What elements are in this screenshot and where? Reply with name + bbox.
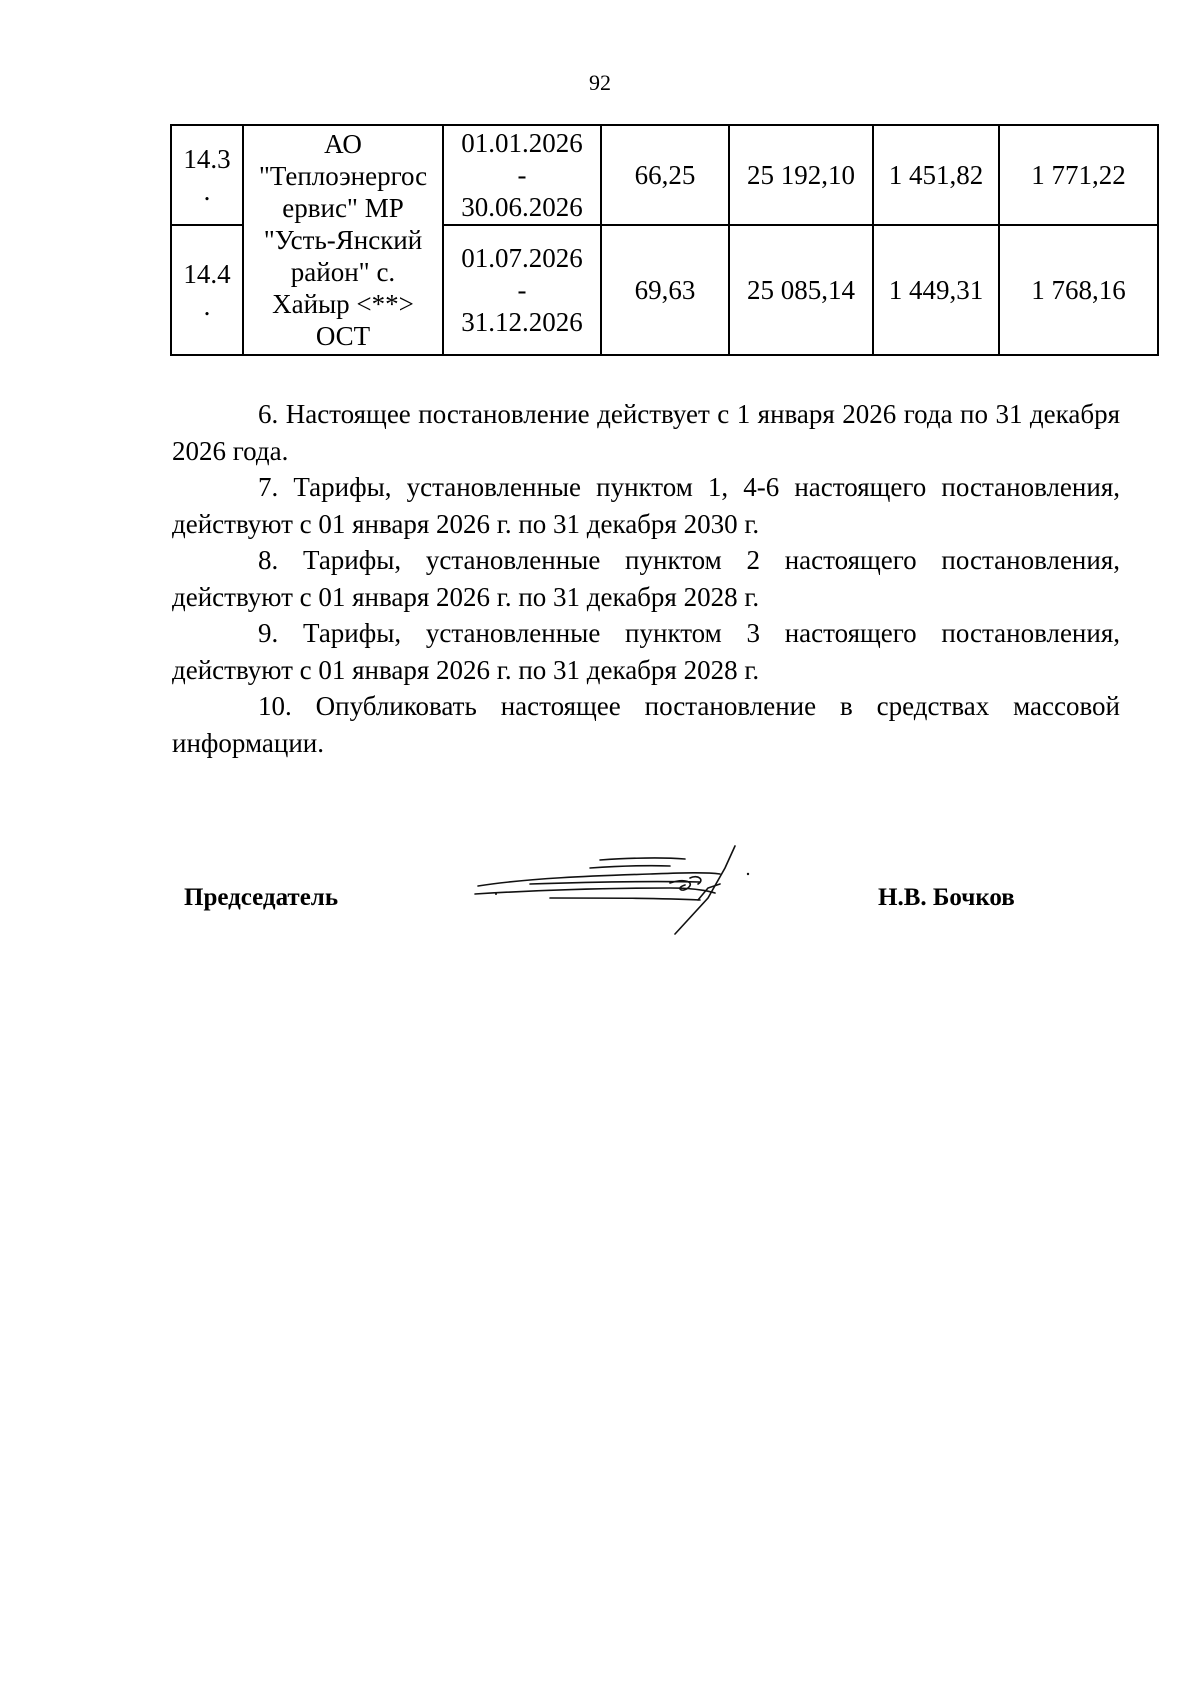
value-cell: 25 085,14 [729, 225, 873, 355]
row-number-cell [171, 225, 243, 355]
row-number-dot: . [203, 291, 211, 321]
value-cell: 25 192,10 [729, 125, 873, 225]
paragraph: 6. Настоящее постановление действует с 1 января 2026 года по 31 декабря 2026 года. [172, 399, 1120, 466]
organization-line: АО [324, 129, 362, 159]
organization-line: "Теплоэнергос [258, 161, 428, 191]
paragraph: 8. Тарифы, установленные пунктом 2 настоящего постановления, действуют с 01 января 2026 г. по 31 декабря 2028 г. [172, 545, 1120, 612]
period-dash: - [517, 160, 527, 190]
organization-line: ОСТ [315, 321, 371, 351]
period-cell [443, 125, 601, 225]
row-number: 14.4 [183, 259, 231, 289]
table-row [171, 125, 1158, 225]
organization-cell [243, 125, 443, 355]
organization-line: ервис" МР [282, 193, 404, 223]
period-end: 31.12.2026 [461, 307, 583, 337]
paragraph: 9. Тарифы, установленные пунктом 3 настоящего постановления, действуют с 01 января 2026 г. по 31 декабря 2028 г. [172, 618, 1120, 685]
value-cell: 1 451,82 [873, 125, 999, 225]
value-cell: 66,25 [601, 125, 729, 225]
period-end: 30.06.2026 [461, 192, 583, 222]
organization-line: район" с. [290, 257, 396, 287]
signatory-name: Н.В. Бочков [878, 884, 1015, 911]
row-number-cell [171, 125, 243, 225]
value-cell: 69,63 [601, 225, 729, 355]
handwritten-signature [470, 838, 780, 938]
value-cell: 1 449,31 [873, 225, 999, 355]
paragraph: 10. Опубликовать настоящее постановление в средствах массовой информации. [172, 691, 1120, 758]
row-number: 14.3 [183, 144, 231, 174]
period-cell [443, 225, 601, 355]
tariff-table [170, 124, 1159, 356]
value-cell: 1 771,22 [999, 125, 1158, 225]
period-start: 01.01.2026 [461, 128, 583, 158]
period-dash: - [517, 275, 527, 305]
organization-line: "Усть-Янский [263, 225, 423, 255]
period-start: 01.07.2026 [461, 243, 583, 273]
paragraph: 7. Тарифы, установленные пунктом 1, 4-6 настоящего постановления, действуют с 01 января 2026 г. по 31 декабря 2030 г. [172, 472, 1120, 539]
value-cell: 1 768,16 [999, 225, 1158, 355]
signatory-title: Председатель [184, 884, 339, 911]
document-body [172, 396, 1120, 761]
page-number: 92 [589, 70, 611, 95]
organization-line: Хайыр <**> [272, 289, 414, 319]
row-number-dot: . [203, 176, 211, 206]
